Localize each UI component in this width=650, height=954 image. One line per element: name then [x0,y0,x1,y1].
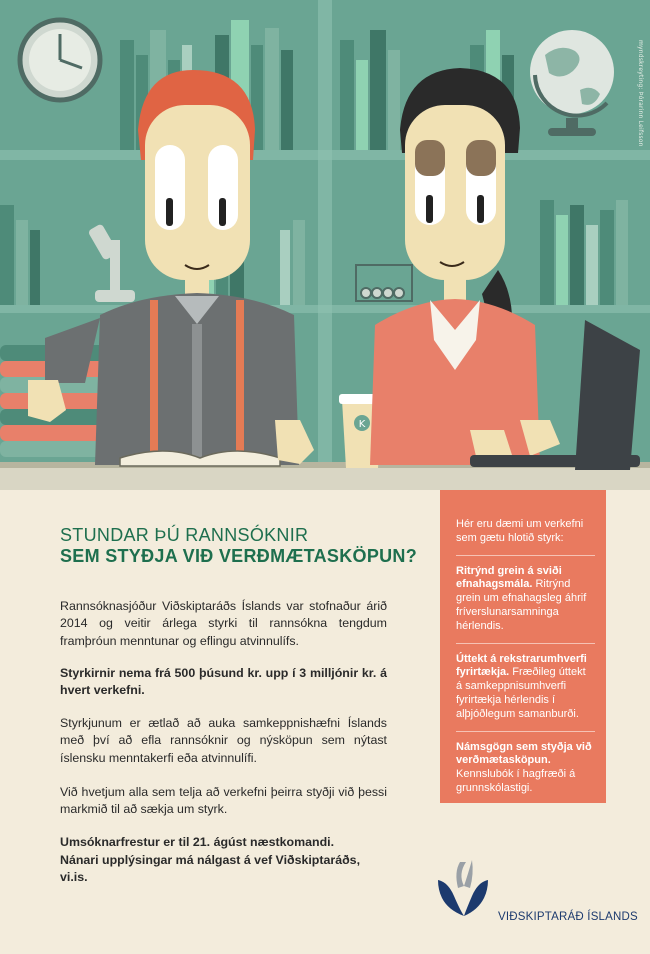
illustration-credit: myndskreyting: Þórarinn Leifsson [637,40,644,147]
examples-panel [440,490,606,803]
paragraph-encouragement: Við hvetjum alla sem telja að verkefni þeirra styðji við þessi markmið til að sækja um styrk. [60,785,387,817]
clock-icon [20,20,100,100]
example-item [456,653,592,722]
divider [456,643,595,644]
example-item [456,565,592,634]
example-title: Úttekt á rekstrarumhverfi fyrirtækja. [456,652,587,679]
example-title: Ritrýnd grein á sviði efnahagsmála. [456,564,562,591]
headline [60,525,430,567]
deadline-line-2: Nánari upplýsingar má nálgast á vef Viðskiptaráðs, vi.is. [60,853,361,885]
deadline-line-1: Umsóknarfrestur er til 21. ágúst næstkomandi. [60,835,335,849]
examples-intro: Hér eru dæmi um verkefni sem gætu hlotið styrk: [456,518,584,544]
vidskiptarad-logo-icon [438,858,488,916]
example-title: Námsgögn sem styðja við verðmætasköpun. [456,740,592,767]
example-text: Kennslubók í hagfræði á grunnskólastigi. [456,768,576,794]
headline-line-1: STUNDAR ÞÚ RANNSÓKNIR [60,525,309,545]
example-item [456,741,592,796]
example-text: Ritrýnd grein um efnahagsleg áhrif fríverslunarsamninga hérlendis. [456,578,587,632]
paragraph-intro: Rannsóknasjóður Viðskiptaráðs Íslands var stofnaður árið 2014 og veitir árlega styrki til rannsókna tengdum framþróun menntunar og eflingu atvinnulífs. [60,599,387,648]
organization-name: VIÐSKIPTARÁÐ ÍSLANDS [498,911,638,923]
cup-mark: K [358,419,366,430]
divider [456,731,595,732]
example-text: Fræðileg úttekt á samkeppnisumhverfi fyrirtækja hérlendis í alþjóðlegum samanburði. [456,666,586,720]
paragraph-purpose: Styrkjunum er ætlað að auka samkeppnishæfni Íslands með því að efla rannsóknir og nýsköpun sem nýtast íslensku menntakerfi eða atvinnulífi. [60,716,387,765]
paragraph-grant-amount: Styrkirnir nema frá 500 þúsund kr. upp í 3 milljónir kr. á hvert verkefni. [60,666,387,698]
headline-line-2: SEM STYÐJA VIÐ VERÐMÆTASKÖPUN? [60,546,418,566]
divider [456,555,595,556]
